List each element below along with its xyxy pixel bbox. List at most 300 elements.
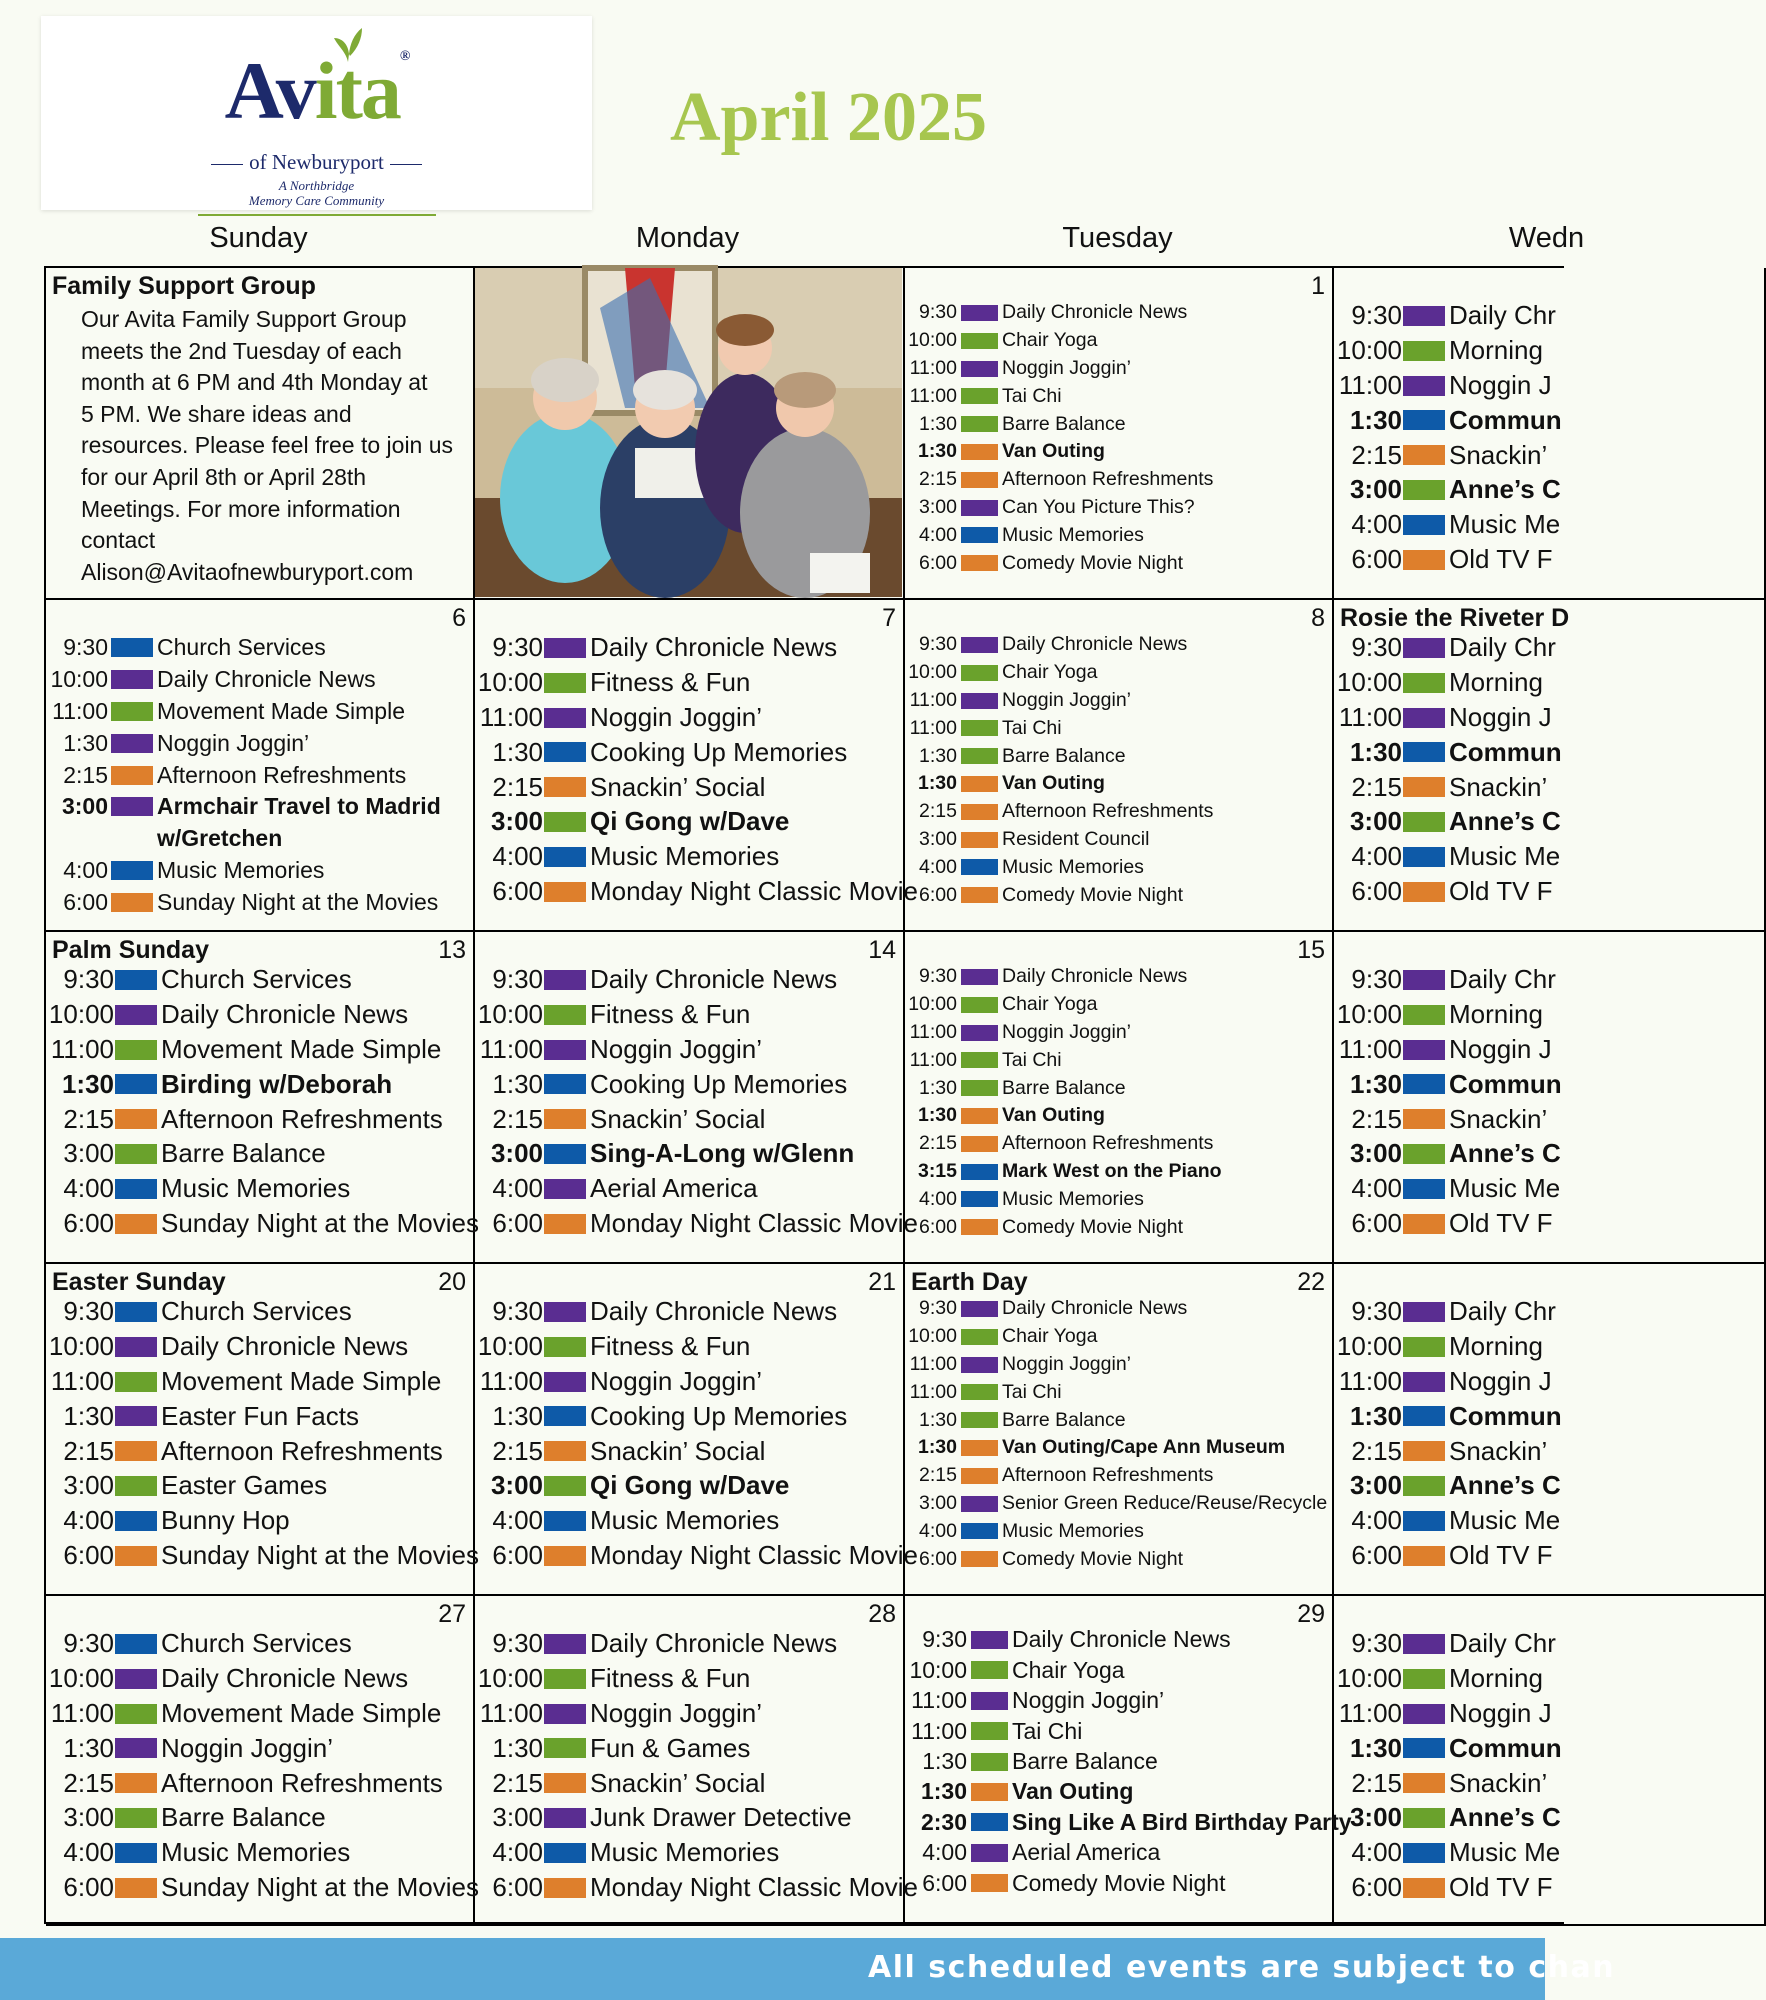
event-time: 10:00 — [909, 1656, 967, 1683]
event-row — [1334, 403, 1764, 438]
category-swatch — [115, 1302, 157, 1322]
event-label: Daily Chronicle News — [161, 999, 409, 1030]
category-swatch — [961, 1191, 998, 1207]
category-swatch — [961, 1551, 998, 1567]
day-cell — [1334, 932, 1766, 1264]
event-label: Noggin Joggin’ — [1012, 1687, 1165, 1714]
event-time: 10:00 — [1336, 667, 1402, 698]
event-time: 2:15 — [63, 1103, 114, 1134]
event-label: Van Outing — [1002, 440, 1105, 463]
category-swatch — [1403, 306, 1445, 326]
category-swatch — [1403, 1406, 1445, 1426]
event-label: Old TV F — [1449, 1208, 1553, 1239]
event-time: 11:00 — [1338, 702, 1402, 733]
event-time: 10:00 — [908, 993, 957, 1016]
event-time: 3:00 — [1349, 1802, 1402, 1833]
category-swatch — [544, 1372, 586, 1392]
category-swatch — [115, 1406, 157, 1426]
event-row — [475, 1870, 919, 1905]
event-label: Morning — [1449, 335, 1543, 366]
event-label: Daily Chronicle News — [590, 1296, 838, 1327]
category-swatch — [544, 1074, 586, 1094]
event-label: Sunday Night at the Movies — [161, 1540, 479, 1571]
day-cell — [46, 1264, 479, 1596]
event-row — [905, 826, 1332, 854]
event-row — [905, 1545, 1332, 1573]
category-swatch — [1403, 638, 1445, 658]
event-label: Afternoon Refreshments — [161, 1103, 443, 1134]
event-label: Tai Chi — [1012, 1717, 1083, 1744]
event-row — [905, 963, 1332, 991]
category-swatch — [961, 1440, 998, 1456]
category-swatch — [961, 1164, 998, 1180]
event-label: Fitness & Fun — [590, 1331, 751, 1362]
event-time: 9:30 — [63, 634, 108, 661]
event-label: Noggin Joggin’ — [590, 702, 763, 733]
event-label: Church Services — [161, 964, 352, 995]
category-swatch — [1403, 970, 1445, 990]
event-label: Music Memories — [161, 1173, 351, 1204]
event-label: Noggin J — [1449, 702, 1552, 733]
event-label: Snackin’ — [1449, 1435, 1548, 1466]
event-label: Comedy Movie Night — [1002, 1547, 1183, 1570]
holiday-title: Rosie the Riveter D — [1340, 604, 1570, 632]
event-time: 10:00 — [477, 1331, 543, 1362]
event-row — [475, 874, 919, 909]
event-row — [1334, 1627, 1764, 1662]
event-row — [1334, 368, 1764, 403]
event-label: Fitness & Fun — [590, 1663, 751, 1694]
event-time: 6:00 — [492, 1208, 543, 1239]
event-row — [46, 1627, 473, 1662]
event-row — [475, 1835, 903, 1870]
category-swatch — [544, 1878, 586, 1898]
event-label: Snackin’ Social — [590, 1103, 766, 1134]
event-label: Noggin Joggin’ — [1002, 357, 1132, 380]
event-row — [1334, 1870, 1764, 1905]
event-time: 6:00 — [492, 1540, 543, 1571]
event-row — [1334, 839, 1764, 874]
calendar-grid — [44, 266, 1570, 1924]
day-cell — [1334, 1264, 1766, 1596]
event-label: Daily Chronicle News — [161, 1331, 409, 1362]
event-time: 10:00 — [477, 667, 543, 698]
event-label: Anne’s C — [1449, 474, 1561, 505]
category-swatch — [1403, 480, 1445, 500]
event-time: 3:00 — [63, 1138, 114, 1169]
event-row — [475, 1661, 903, 1696]
category-swatch — [1403, 1546, 1445, 1566]
day-number: 27 — [438, 1600, 466, 1628]
event-time: 11:00 — [50, 1698, 114, 1729]
event-time: 3:00 — [490, 1138, 543, 1169]
event-time: 6:00 — [919, 883, 957, 906]
event-label: Commun — [1449, 1400, 1562, 1431]
category-swatch — [544, 1738, 586, 1758]
event-row — [1334, 1661, 1764, 1696]
category-swatch — [115, 1546, 157, 1566]
event-time: 1:30 — [1349, 736, 1402, 767]
event-label: Monday Night Classic Movie — [590, 876, 919, 907]
category-swatch — [961, 1052, 998, 1068]
event-time: 10:00 — [1336, 999, 1402, 1030]
category-swatch — [961, 804, 998, 820]
category-swatch — [961, 776, 998, 792]
holiday-title: Palm Sunday — [52, 936, 209, 964]
event-row — [475, 1329, 903, 1364]
event-time: 3:00 — [919, 1492, 957, 1515]
category-swatch — [544, 1704, 586, 1724]
category-swatch — [1403, 1302, 1445, 1322]
category-swatch — [544, 1337, 586, 1357]
event-time: 1:30 — [919, 744, 957, 767]
event-time: 3:15 — [917, 1160, 957, 1183]
event-label: Daily Chr — [1449, 300, 1556, 331]
day-cell — [905, 1596, 1352, 1926]
event-label: Cooking Up Memories — [590, 1400, 848, 1431]
day-number: 7 — [882, 604, 896, 632]
event-row — [475, 1171, 903, 1206]
event-time: 11:00 — [911, 1687, 967, 1714]
event-row — [46, 823, 473, 855]
category-swatch — [1403, 1005, 1445, 1025]
event-label: Daily Chr — [1449, 632, 1556, 663]
event-label: w/Gretchen — [157, 825, 283, 852]
event-label: Music Me — [1449, 1837, 1561, 1868]
category-swatch — [115, 1074, 157, 1094]
event-label: Music Memories — [1002, 1519, 1144, 1542]
event-label: Daily Chronicle News — [1002, 633, 1188, 656]
category-swatch — [971, 1692, 1008, 1710]
event-row — [475, 735, 903, 770]
event-time: 3:00 — [1349, 1470, 1402, 1501]
category-swatch — [544, 1302, 586, 1322]
event-row — [905, 1323, 1332, 1351]
category-swatch — [111, 670, 153, 689]
category-swatch — [544, 1179, 586, 1199]
event-row — [46, 664, 473, 696]
event-label: Cooking Up Memories — [590, 736, 848, 767]
event-time: 3:00 — [61, 793, 108, 820]
event-time: 1:30 — [492, 1400, 543, 1431]
day-cell — [475, 600, 919, 932]
event-time: 2:15 — [1351, 439, 1402, 470]
event-row — [1334, 1766, 1764, 1801]
event-row — [905, 410, 1332, 438]
event-row — [905, 1186, 1332, 1214]
event-row — [905, 659, 1332, 687]
event-time: 1:30 — [61, 1068, 114, 1099]
event-time: 3:00 — [919, 496, 957, 519]
event-label: Old TV F — [1449, 1872, 1553, 1903]
category-swatch — [971, 1722, 1008, 1740]
event-label: Music Memories — [157, 857, 325, 884]
event-time: 6:00 — [922, 1869, 967, 1896]
event-row — [1334, 1102, 1764, 1137]
event-time: 3:00 — [490, 1470, 543, 1501]
category-swatch — [115, 1476, 157, 1496]
event-row — [905, 1655, 1332, 1685]
category-swatch — [971, 1844, 1008, 1862]
event-time: 4:00 — [63, 857, 108, 884]
event-label: Anne’s C — [1449, 806, 1561, 837]
event-label: Afternoon Refreshments — [161, 1435, 443, 1466]
footer-disclaimer: All scheduled events are subject to chan — [868, 1950, 1616, 1985]
event-row — [475, 1364, 903, 1399]
event-time: 2:15 — [63, 1435, 114, 1466]
category-swatch — [971, 1631, 1008, 1649]
event-label: Barre Balance — [1002, 1076, 1126, 1099]
day-number: 14 — [868, 936, 896, 964]
event-time: 2:30 — [920, 1808, 967, 1835]
event-row — [46, 632, 473, 664]
event-time: 11:00 — [909, 1021, 957, 1044]
event-time: 11:00 — [911, 1717, 967, 1744]
event-row — [1334, 1503, 1764, 1538]
event-label: Van Outing — [1002, 772, 1105, 795]
event-label: Daily Chronicle News — [157, 666, 376, 693]
day-cell — [905, 600, 1334, 932]
event-time: 1:30 — [1349, 1068, 1402, 1099]
event-row — [475, 1469, 903, 1504]
event-label: Anne’s C — [1449, 1802, 1561, 1833]
holiday-title: Earth Day — [911, 1268, 1028, 1296]
category-swatch — [115, 1878, 157, 1898]
category-swatch — [1403, 708, 1445, 728]
event-row — [905, 494, 1332, 522]
category-swatch — [544, 1005, 586, 1025]
event-time: 2:15 — [492, 1103, 543, 1134]
category-swatch — [961, 1025, 998, 1041]
event-label: Barre Balance — [161, 1802, 326, 1833]
event-row — [905, 383, 1332, 411]
category-swatch — [1403, 777, 1445, 797]
event-label: Old TV F — [1449, 544, 1553, 575]
event-row — [46, 963, 473, 998]
event-time: 4:00 — [63, 1505, 114, 1536]
event-time: 2:15 — [492, 1767, 543, 1798]
event-row — [905, 854, 1332, 882]
category-swatch — [544, 1843, 586, 1863]
event-label: Music Memories — [590, 1837, 780, 1868]
event-time: 1:30 — [492, 1732, 543, 1763]
event-label: Van Outing — [1002, 1104, 1105, 1127]
event-time: 2:15 — [63, 761, 108, 788]
event-time: 9:30 — [1351, 300, 1402, 331]
category-swatch — [544, 1476, 586, 1496]
category-swatch — [1403, 1144, 1445, 1164]
event-label: Noggin J — [1449, 1698, 1552, 1729]
category-swatch — [961, 500, 998, 516]
event-time: 4:00 — [492, 1173, 543, 1204]
event-time: 1:30 — [920, 1778, 967, 1805]
event-row — [905, 1868, 1332, 1898]
event-label: Snackin’ Social — [590, 771, 766, 802]
event-time: 1:30 — [63, 729, 108, 756]
category-swatch — [1403, 410, 1445, 430]
event-row — [905, 1518, 1332, 1546]
event-label: Chair Yoga — [1002, 1325, 1098, 1348]
event-row — [46, 1503, 473, 1538]
event-time: 9:30 — [63, 1628, 114, 1659]
category-swatch — [115, 1040, 157, 1060]
event-label: Morning — [1449, 1331, 1543, 1362]
event-row — [1334, 1137, 1764, 1172]
event-row — [46, 1206, 479, 1241]
event-row — [1334, 1696, 1764, 1731]
category-swatch — [961, 859, 998, 875]
event-label: Easter Games — [161, 1470, 328, 1501]
event-label: Birding w/Deborah — [161, 1068, 393, 1099]
category-swatch — [961, 305, 998, 321]
event-row — [1334, 1329, 1764, 1364]
event-time: 9:30 — [492, 632, 543, 663]
category-swatch — [961, 832, 998, 848]
event-row — [1334, 542, 1764, 577]
category-swatch — [1403, 1109, 1445, 1129]
event-row — [1334, 1469, 1764, 1504]
day-cell — [1334, 600, 1766, 932]
category-swatch — [961, 1329, 998, 1345]
event-row — [1334, 1835, 1764, 1870]
event-time: 11:00 — [909, 357, 957, 380]
event-label: Aerial America — [590, 1173, 758, 1204]
footer-banner — [0, 1938, 1616, 2000]
event-time: 9:30 — [63, 1296, 114, 1327]
event-row — [905, 1716, 1332, 1746]
event-label: Snackin’ — [1449, 1767, 1548, 1798]
event-row — [1334, 473, 1764, 508]
event-time: 11:00 — [1338, 1034, 1402, 1065]
event-time: 11:00 — [479, 1698, 543, 1729]
category-swatch — [115, 1704, 157, 1724]
event-label: Can You Picture This? — [1002, 496, 1195, 519]
event-row — [46, 1295, 473, 1330]
holiday-title: Easter Sunday — [52, 1268, 226, 1296]
event-time: 6:00 — [919, 1547, 957, 1570]
event-row — [1334, 1295, 1764, 1330]
event-label: Daily Chr — [1449, 964, 1556, 995]
event-time: 9:30 — [919, 1297, 957, 1320]
event-label: Music Me — [1449, 1173, 1561, 1204]
event-row — [905, 1838, 1332, 1868]
event-row — [475, 631, 903, 666]
event-label: Morning — [1449, 1663, 1543, 1694]
event-time: 6:00 — [1351, 544, 1402, 575]
event-label: Sing Like A Bird Birthday Party — [1012, 1808, 1352, 1835]
event-time: 9:30 — [492, 1296, 543, 1327]
event-time: 2:15 — [919, 1132, 957, 1155]
event-label: Noggin Joggin’ — [590, 1366, 763, 1397]
category-swatch — [961, 887, 998, 903]
category-swatch — [1403, 341, 1445, 361]
category-swatch — [1403, 550, 1445, 570]
event-time: 2:15 — [919, 800, 957, 823]
event-time: 1:30 — [917, 1104, 957, 1127]
logo-rule — [198, 214, 436, 216]
event-label: Church Services — [161, 1628, 352, 1659]
event-row — [1334, 963, 1764, 998]
event-time: 4:00 — [919, 855, 957, 878]
event-time: 4:00 — [492, 841, 543, 872]
event-label: Fitness & Fun — [590, 999, 751, 1030]
event-label: Afternoon Refreshments — [1002, 1132, 1214, 1155]
event-label: Comedy Movie Night — [1002, 1215, 1183, 1238]
event-label: Tai Chi — [1002, 384, 1062, 407]
event-row — [46, 1067, 473, 1102]
event-time: 11:00 — [479, 1034, 543, 1065]
category-swatch — [544, 1406, 586, 1426]
event-row — [905, 1434, 1332, 1462]
event-row — [905, 327, 1332, 355]
event-time: 1:30 — [917, 772, 957, 795]
event-row — [475, 1696, 903, 1731]
event-time: 1:30 — [1349, 1400, 1402, 1431]
category-swatch — [544, 812, 586, 832]
category-swatch — [544, 638, 586, 658]
event-row — [475, 1295, 903, 1330]
category-swatch — [961, 997, 998, 1013]
event-row — [905, 1686, 1332, 1716]
event-label: Sunday Night at the Movies — [157, 888, 439, 915]
event-row — [905, 1158, 1332, 1186]
event-time: 1:30 — [919, 412, 957, 435]
event-time: 6:00 — [1351, 1872, 1402, 1903]
event-time: 10:00 — [1336, 1331, 1402, 1362]
event-time: 3:00 — [63, 1802, 114, 1833]
category-swatch — [1403, 1704, 1445, 1724]
event-label: Snackin’ Social — [590, 1767, 766, 1798]
event-label: Church Services — [157, 634, 326, 661]
event-time: 6:00 — [63, 1208, 114, 1239]
event-row — [905, 1777, 1332, 1807]
category-swatch — [961, 1384, 998, 1400]
event-row — [475, 997, 903, 1032]
category-swatch — [1403, 1808, 1445, 1828]
event-label: Senior Green Reduce/Reuse/Recycle — [1002, 1492, 1328, 1515]
event-label: Church Services — [161, 1296, 352, 1327]
category-swatch — [544, 742, 586, 762]
category-swatch — [961, 693, 998, 709]
category-swatch — [961, 1523, 998, 1539]
event-label: Sunday Night at the Movies — [161, 1208, 479, 1239]
event-time: 4:00 — [1351, 1505, 1402, 1536]
event-time: 1:30 — [1349, 404, 1402, 435]
category-swatch — [544, 1773, 586, 1793]
logo — [41, 16, 592, 210]
event-row — [905, 798, 1332, 826]
category-swatch — [1403, 882, 1445, 902]
event-time: 4:00 — [919, 1519, 957, 1542]
category-swatch — [111, 702, 153, 721]
category-swatch — [115, 1179, 157, 1199]
logo-wordmark: Avita® — [224, 45, 409, 136]
event-label: Morning — [1449, 999, 1543, 1030]
event-label: Comedy Movie Night — [1012, 1869, 1226, 1896]
family-support-title: Family Support Group — [52, 272, 316, 300]
logo-tagline: A Northbridge Memory Care Community — [248, 178, 385, 208]
event-label: Movement Made Simple — [161, 1034, 442, 1065]
event-row — [1334, 1206, 1764, 1241]
category-swatch — [1403, 1040, 1445, 1060]
event-label: Sunday Night at the Movies — [161, 1872, 479, 1903]
event-time: 1:30 — [492, 736, 543, 767]
event-row — [905, 1746, 1332, 1776]
category-swatch — [1403, 515, 1445, 535]
event-time: 10:00 — [1336, 335, 1402, 366]
event-row — [46, 1731, 473, 1766]
category-swatch — [1403, 1214, 1445, 1234]
